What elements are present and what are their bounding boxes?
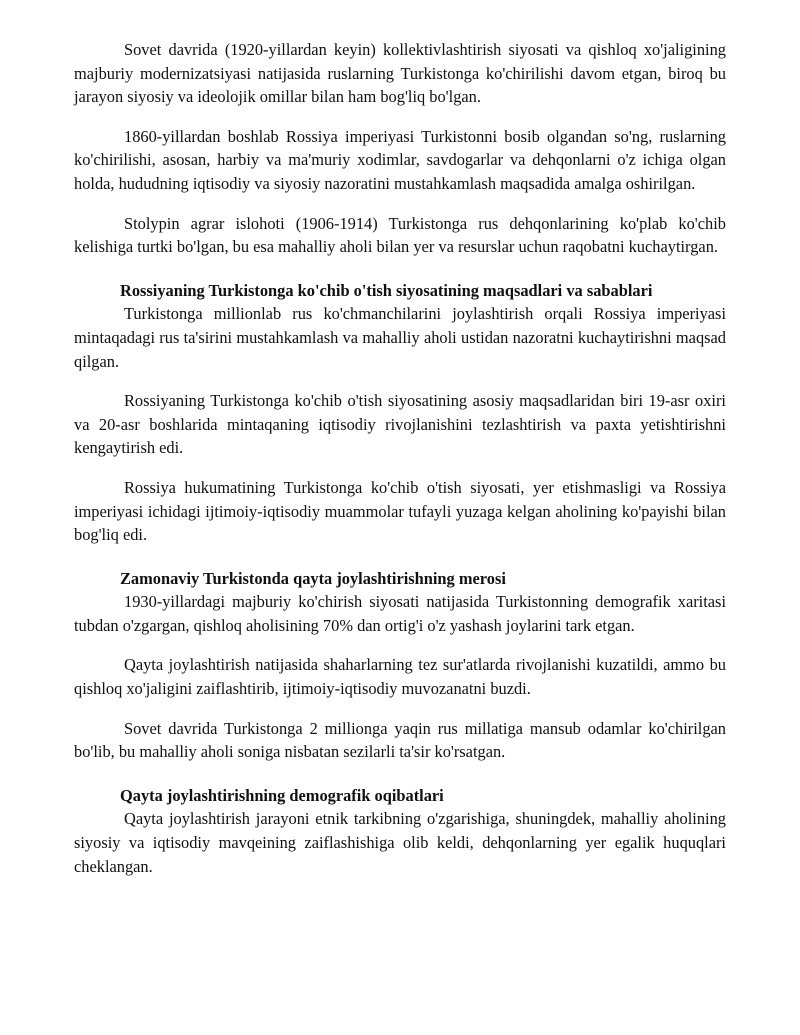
paragraph-legacy-two-million: Sovet davrida Turkistonga 2 millionga yaqin rus millatiga mansub odamlar ko'chirilgan bo'lib, bu mahalliy aholi soniga nisbatan sezilarli ta'sir ko'rsatgan.: [74, 718, 726, 762]
paragraph-demographic-consequences: Qayta joylashtirish jarayoni etnik tarkibning o'zgarishiga, shuningdek, mahalliy aholining siyosiy va iqtisodiy mavqeining zaiflashishiga olib keldi, dehqonlarning yer egalik huquqlari cheklangan.: [74, 809, 726, 876]
section-heading-demographic: Qayta joylashtirishning demografik oqibatlari: [120, 785, 444, 805]
paragraph-soviet-period: Sovet davrida (1920-yillardan keyin) kollektivlashtirish siyosati va qishloq xo'jaligining majburiy modernizatsiyasi natijasida ruslarning Turkistonga ko'chirilishi davom etgan, biroq bu jarayon siyosiy va ideolojik omillar bilan ham bog'liq bo'lgan.: [74, 40, 726, 107]
section-heading-legacy: Zamonaviy Turkistonda qayta joylashtirishning merosi: [120, 568, 506, 588]
paragraph-goals-economy: Rossiyaning Turkistonga ko'chib o'tish siyosatining asosiy maqsadlaridan biri 19-asr oxiri va 20-asr boshlarida mintaqaning iqtisodiy rivojlanishini tezlashtirish va paxta yetishtirishni kengaytirish edi.: [74, 391, 726, 458]
paragraph-goals-control: Turkistonga millionlab rus ko'chmanchilarini joylashtirish orqali Rossiya imperiyasi mintaqadagi rus ta'sirini mustahkamlash va mahalliy aholi ustidan nazoratni kuchaytirishni maqsad qilgan.: [74, 304, 726, 371]
section-heading-goals: Rossiyaning Turkistonga ko'chib o'tish siyosatining maqsadlari va sabablari: [120, 280, 653, 300]
paragraph-goals-population: Rossiya hukumatining Turkistonga ko'chib o'tish siyosati, yer etishmasligi va Rossiya imperiyasi ichidagi ijtimoiy-iqtisodiy muammolar tufayli yuzaga kelgan aholining ko'payishi bilan bog'liq edi.: [74, 477, 726, 545]
paragraph-1860s-conquest: 1860-yillardan boshlab Rossiya imperiyasi Turkistonni bosib olgandan so'ng, ruslarning ko'chirilishi, asosan, harbiy va ma'muriy xodimlar, savdogarlar va dehqonlarni o'z ichiga olgan holda, hududning iqtisodiy va siyosiy nazoratini mustahkamlash maqsadida amalga oshirilgan.: [74, 126, 726, 193]
paragraph-stolypin-reform: Stolypin agrar islohoti (1906-1914) Turkistonga rus dehqonlarining ko'plab ko'chib kelishiga turtki bo'lgan, bu esa mahalliy aholi bilan yer va resurslar uchun raqobatni kuchaytirgan.: [74, 213, 726, 257]
paragraph-legacy-1930s: 1930-yillardagi majburiy ko'chirish siyosati natijasida Turkistonning demografik xaritasi tubdan o'zgargan, qishloq aholisining 70% dan ortig'i o'z yashash joylarini tark etgan.: [74, 592, 726, 635]
paragraph-legacy-urbanization: Qayta joylashtirish natijasida shaharlarning tez sur'atlarda rivojlanishi kuzatildi, ammo bu qishloq xo'jaligini zaiflashtirib, ijtimoiy-iqtisodiy muvozanatni buzdi.: [74, 655, 726, 699]
